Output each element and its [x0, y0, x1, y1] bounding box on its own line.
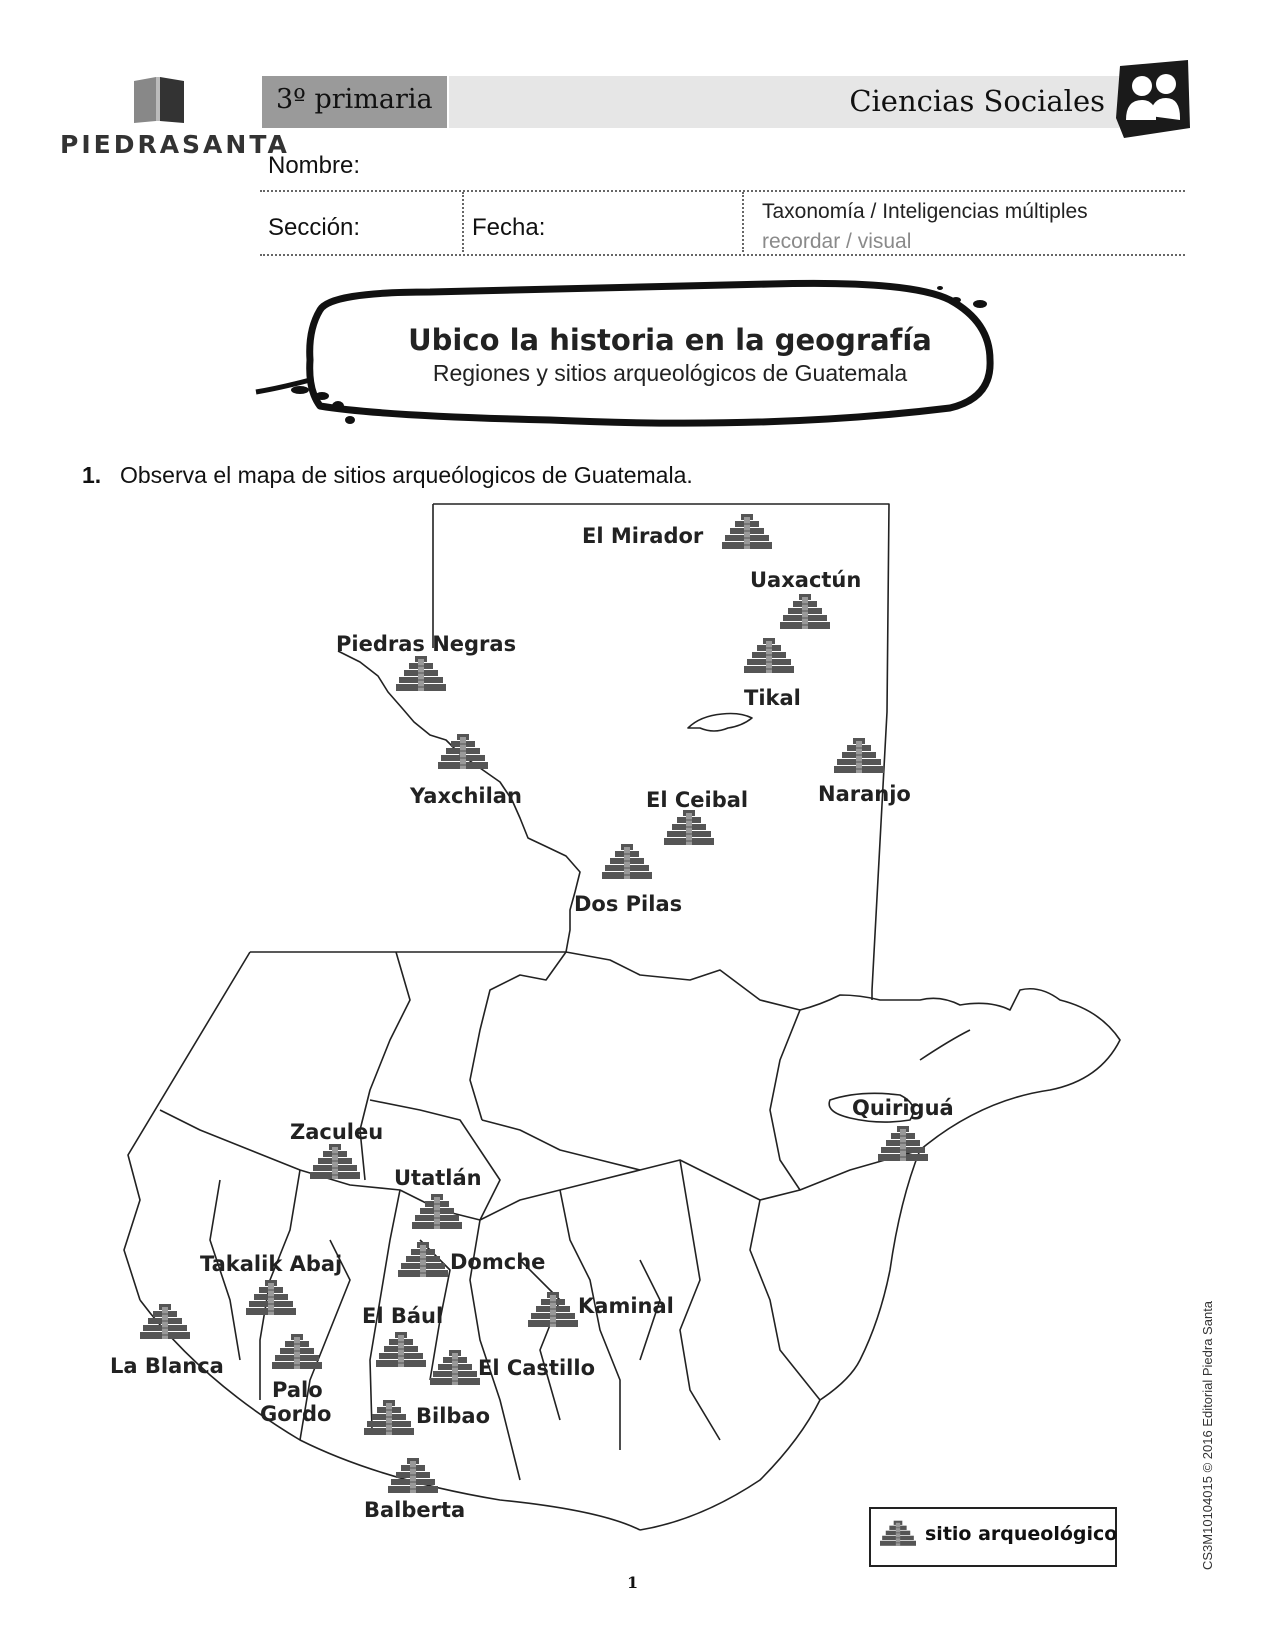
site-label-piedras-negras: Piedras Negras — [336, 632, 517, 656]
subject-title: Ciencias Sociales — [849, 84, 1105, 118]
site-label-domche: Domche — [450, 1250, 546, 1274]
site-label-dos-pilas: Dos Pilas — [574, 892, 683, 916]
site-label-el-ceibal: El Ceibal — [646, 788, 749, 812]
pyramid-icon — [664, 810, 714, 850]
question-number: 1. — [82, 462, 102, 488]
legend-label: sitio arqueológico — [925, 1523, 1118, 1545]
pyramid-icon — [780, 594, 830, 634]
site-label-yaxchilan: Yaxchilan — [410, 784, 522, 808]
site-label-bilbao: Bilbao — [416, 1404, 491, 1428]
page-number: 1 — [627, 1573, 639, 1592]
pyramid-icon — [246, 1280, 296, 1320]
pyramid-icon — [602, 844, 652, 884]
site-label-zaculeu: Zaculeu — [290, 1120, 384, 1144]
pyramid-icon — [272, 1334, 322, 1374]
site-label-la-blanca: La Blanca — [110, 1354, 224, 1378]
site-label-takalik-abaj: Takalik Abaj — [200, 1252, 343, 1276]
site-label-el-mirador: El Mirador — [582, 524, 704, 548]
pyramid-icon — [834, 738, 884, 778]
pyramid-icon — [430, 1350, 480, 1390]
pyramid-icon — [412, 1194, 462, 1234]
site-label-utatlan: Utatlán — [394, 1166, 482, 1190]
pyramid-icon — [528, 1292, 578, 1332]
section-label: Sección: — [268, 214, 361, 241]
pyramid-icon — [310, 1144, 360, 1184]
pyramid-icon — [364, 1400, 414, 1440]
page-title: Ubico la historia en la geografía — [408, 323, 932, 357]
site-label-kaminal: Kaminal — [578, 1294, 674, 1318]
pyramid-icon — [722, 514, 772, 554]
pyramid-icon — [388, 1458, 438, 1498]
pyramid-icon — [438, 734, 488, 774]
grade-label: 3º primaria — [276, 84, 433, 115]
pyramid-icon — [376, 1332, 426, 1372]
site-label-el-castillo: El Castillo — [478, 1356, 595, 1380]
site-label-naranjo: Naranjo — [818, 782, 911, 806]
site-label-gordo: Gordo — [260, 1402, 332, 1426]
date-label: Fecha: — [472, 214, 546, 241]
brand-logo: PIEDRASANTA — [60, 130, 290, 159]
pyramid-icon — [396, 656, 446, 696]
taxonomy-label: Taxonomía / Inteligencias múltiples — [762, 200, 1088, 223]
site-label-balberta: Balberta — [364, 1498, 466, 1522]
pyramid-icon — [398, 1242, 448, 1282]
site-label-el-baul: El Bául — [362, 1304, 444, 1328]
question-text: Observa el mapa de sitios arqueólogicos de Guatemala. — [120, 462, 693, 488]
pyramid-icon — [878, 1126, 928, 1166]
name-label: Nombre: — [268, 152, 361, 179]
pyramid-icon — [140, 1304, 190, 1344]
pyramid-icon — [880, 1520, 916, 1550]
taxonomy-value: recordar / visual — [762, 230, 912, 253]
pyramid-icon — [744, 638, 794, 678]
site-label-tikal: Tikal — [744, 686, 801, 710]
site-label-uaxactun: Uaxactún — [750, 568, 862, 592]
page-subtitle: Regiones y sitios arqueológicos de Guatemala — [432, 360, 908, 386]
copyright-text: CS3M10104015 © 2016 Editorial Piedra Santa — [1200, 1300, 1215, 1570]
site-label-quirigua: Quiriguá — [852, 1096, 954, 1120]
site-label-palo: Palo — [272, 1378, 323, 1402]
